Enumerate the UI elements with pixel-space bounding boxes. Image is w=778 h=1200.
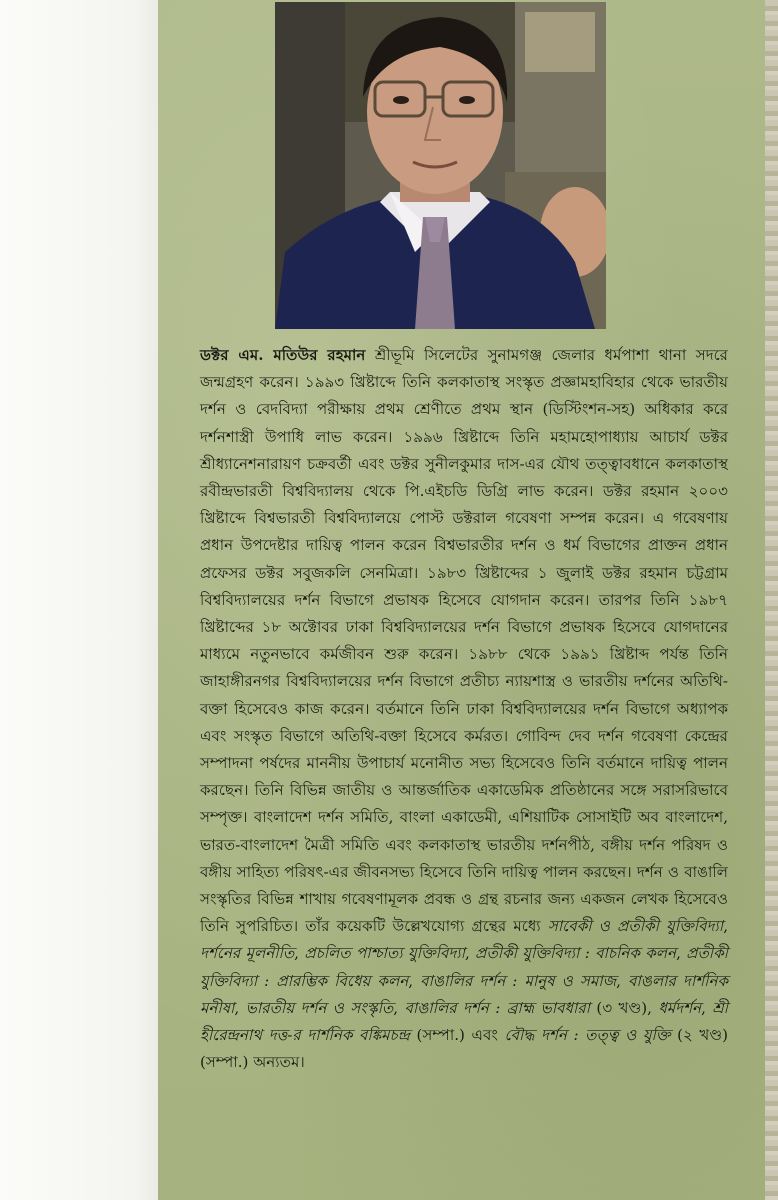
author-name: ডক্টর এম. মতিউর রহমান: [200, 346, 366, 364]
cover-edge: [765, 0, 778, 1200]
author-photo: [275, 2, 606, 329]
separator: (৩ খণ্ড),: [590, 998, 659, 1017]
separator: ,: [294, 944, 305, 963]
separator: ,: [393, 998, 405, 1017]
book-title: বাঙলার দার্শনিক মনীষা: [200, 971, 729, 1017]
separator: ,: [465, 944, 476, 963]
separator: ,: [408, 971, 421, 990]
separator: ,: [234, 998, 246, 1017]
book-title: বাঙালির দর্শন : মানুষ ও সমাজ: [420, 971, 617, 990]
book-title: বাঙালির দর্শন : ব্রাহ্ম ভাবধারা: [404, 998, 591, 1017]
bio-text: শ্রীভূমি সিলেটের সুনামগঞ্জ জেলার ধর্মপাশা থানা সদরে জন্মগ্রহণ করেন। ১৯৯৩ খ্রিষ্টাব্দে তিনি কলকাতাস্থ সংস্কৃত প্রজ্ঞামহাবিহার থেকে ভারতীয় দর্শন ও বেদবিদ্যা পরীক্ষায় প্রথম শ্রেণীতে প্রথম স্থান (ডিস্টিংশন-সহ) অধিকার করে দর্শনশাস্ত্রী উপাধি লাভ করেন। ১৯৯৬ খ্রিষ্টাব্দে তিনি মহামহোপাধ্যায় আচার্য ডক্টর শ্রীধ্যানেশনারায়ণ চক্রবর্তী এবং ডক্টর সুনীলকুমার দাস-এর যৌথ তত্ত্বাবধানে কলকাতাস্থ রবীন্দ্রভারতী বিশ্ববিদ্যালয় থেকে পি.এইচডি ডিগ্রি লাভ করেন। ডক্টর রহমান ২০০৩ খ্রিষ্টাব্দে বিশ্বভারতী বিশ্ববিদ্যালয়ে পোস্ট ডক্টরাল গবেষণা সম্পন্ন করেন। এ গবেষণায় প্রধান উপদেষ্টার দায়িত্ব পালন করেন বিশ্বভারতীর দর্শন ও ধর্ম বিভাগের প্রাক্তন প্রধান প্রফেসর ডক্টর সবুজকলি সেনমিত্রা। ১৯৮৩ খ্রিষ্টাব্দের ১ জুলাই ডক্টর রহমান চট্টগ্রাম বিশ্ববিদ্যালয়ের দর্শন বিভাগে প্রভাষক হিসেবে যোগদান করেন। তারপর তিনি ১৯৮৭ খ্রিষ্টাব্দের ১৮ অক্টোবর ঢাকা বিশ্ববিদ্যালয়ের দর্শন বিভাগে প্রভাষক হিসেবে যোগদানের মাধ্যমে নতুনভাবে কর্মজীবন শুরু করেন। ১৯৮৮ থেকে ১৯৯১ খ্রিষ্টাব্দ পর্যন্ত তিনি জাহাঙ্গীরনগর বিশ্ববিদ্যালয়ের দর্শন বিভাগে প্রতীচ্য ন্যায়শাস্ত্র ও ভারতীয় দর্শনের অতিথি-বক্তা হিসেবেও কাজ করেন। বর্তমানে তিনি ঢাকা বিশ্ববিদ্যালয়ের দর্শন বিভাগে অধ্যাপক এবং সংস্কৃত বিভাগে অতিথি-বক্তা হিসেবে কর্মরত। গোবিন্দ দেব দর্শন গবেষণা কেন্দ্রের সম্পাদনা পর্ষদের মাননীয় উপাচার্য মনোনীত সভ্য হিসেবেও তিনি বর্তমানে দায়িত্ব পালন করছেন। তিনি বিভিন্ন জাতীয় ও আন্তর্জাতিক একাডেমিক প্রতিষ্ঠানের সঙ্গে সরাসরিভাবে সম্পৃক্ত। বাংলাদেশ দর্শন সমিতি, বাংলা একাডেমী, এশিয়াটিক সোসাইটি অব বাংলাদেশ, ভারত-বাংলাদেশ মৈত্রী সমিতি এবং কলকাতাস্থ ভারতীয় দর্শনপীঠ, বঙ্গীয় দর্শন পরিষদ ও বঙ্গীয় সাহিত্য পরিষৎ-এর জীবনসভ্য হিসেবে তিনি দায়িত্ব পালন করছেন। দর্শন ও বাঙালি সংস্কৃতির বিভিন্ন শাখায় গবেষণামূলক প্রবন্ধ ও গ্রন্থ রচনার জন্য একজন লেখক হিসেবেও তিনি সুপরিচিত। তাঁর কয়েকটি উল্লেখযোগ্য গ্রন্থের মধ্যে: [200, 346, 728, 936]
author-biography: [200, 342, 728, 1076]
book-title: প্রচলিত পাশ্চাত্য যুক্তিবিদ্যা: [304, 944, 466, 963]
book-title: বৌদ্ধ দর্শন : তত্ত্ব ও যুক্তি: [504, 1026, 671, 1045]
book-title: শ্রী হীরেন্দ্রনাথ দত্ত-র দার্শনিক বঙ্কিমচন্দ্র: [200, 998, 728, 1045]
book-title: প্রতীকী যুক্তিবিদ্যা : বাচনিক কলন: [475, 944, 677, 963]
page-margin: [0, 0, 160, 1200]
book-title: দর্শনের মূলনীতি: [200, 944, 295, 963]
separator: ,: [676, 944, 687, 963]
separator: ,: [723, 917, 728, 936]
book-title: ভারতীয় দর্শন ও সংস্কৃতি: [245, 998, 394, 1017]
separator: ,: [701, 998, 713, 1017]
book-title: ধর্মদর্শন: [658, 998, 702, 1017]
bio-ending: (২ খণ্ড) (সম্পা.) অন্যতম।: [200, 1026, 729, 1072]
separator: ,: [616, 971, 629, 990]
book-title: সাবেকী ও প্রতীকী যুক্তিবিদ্যা: [547, 917, 724, 936]
book-title: প্রতীকী যুক্তিবিদ্যা : প্রারম্ভিক বিধেয় কলন: [200, 944, 728, 990]
separator: (সম্পা.) এবং: [409, 1026, 505, 1045]
